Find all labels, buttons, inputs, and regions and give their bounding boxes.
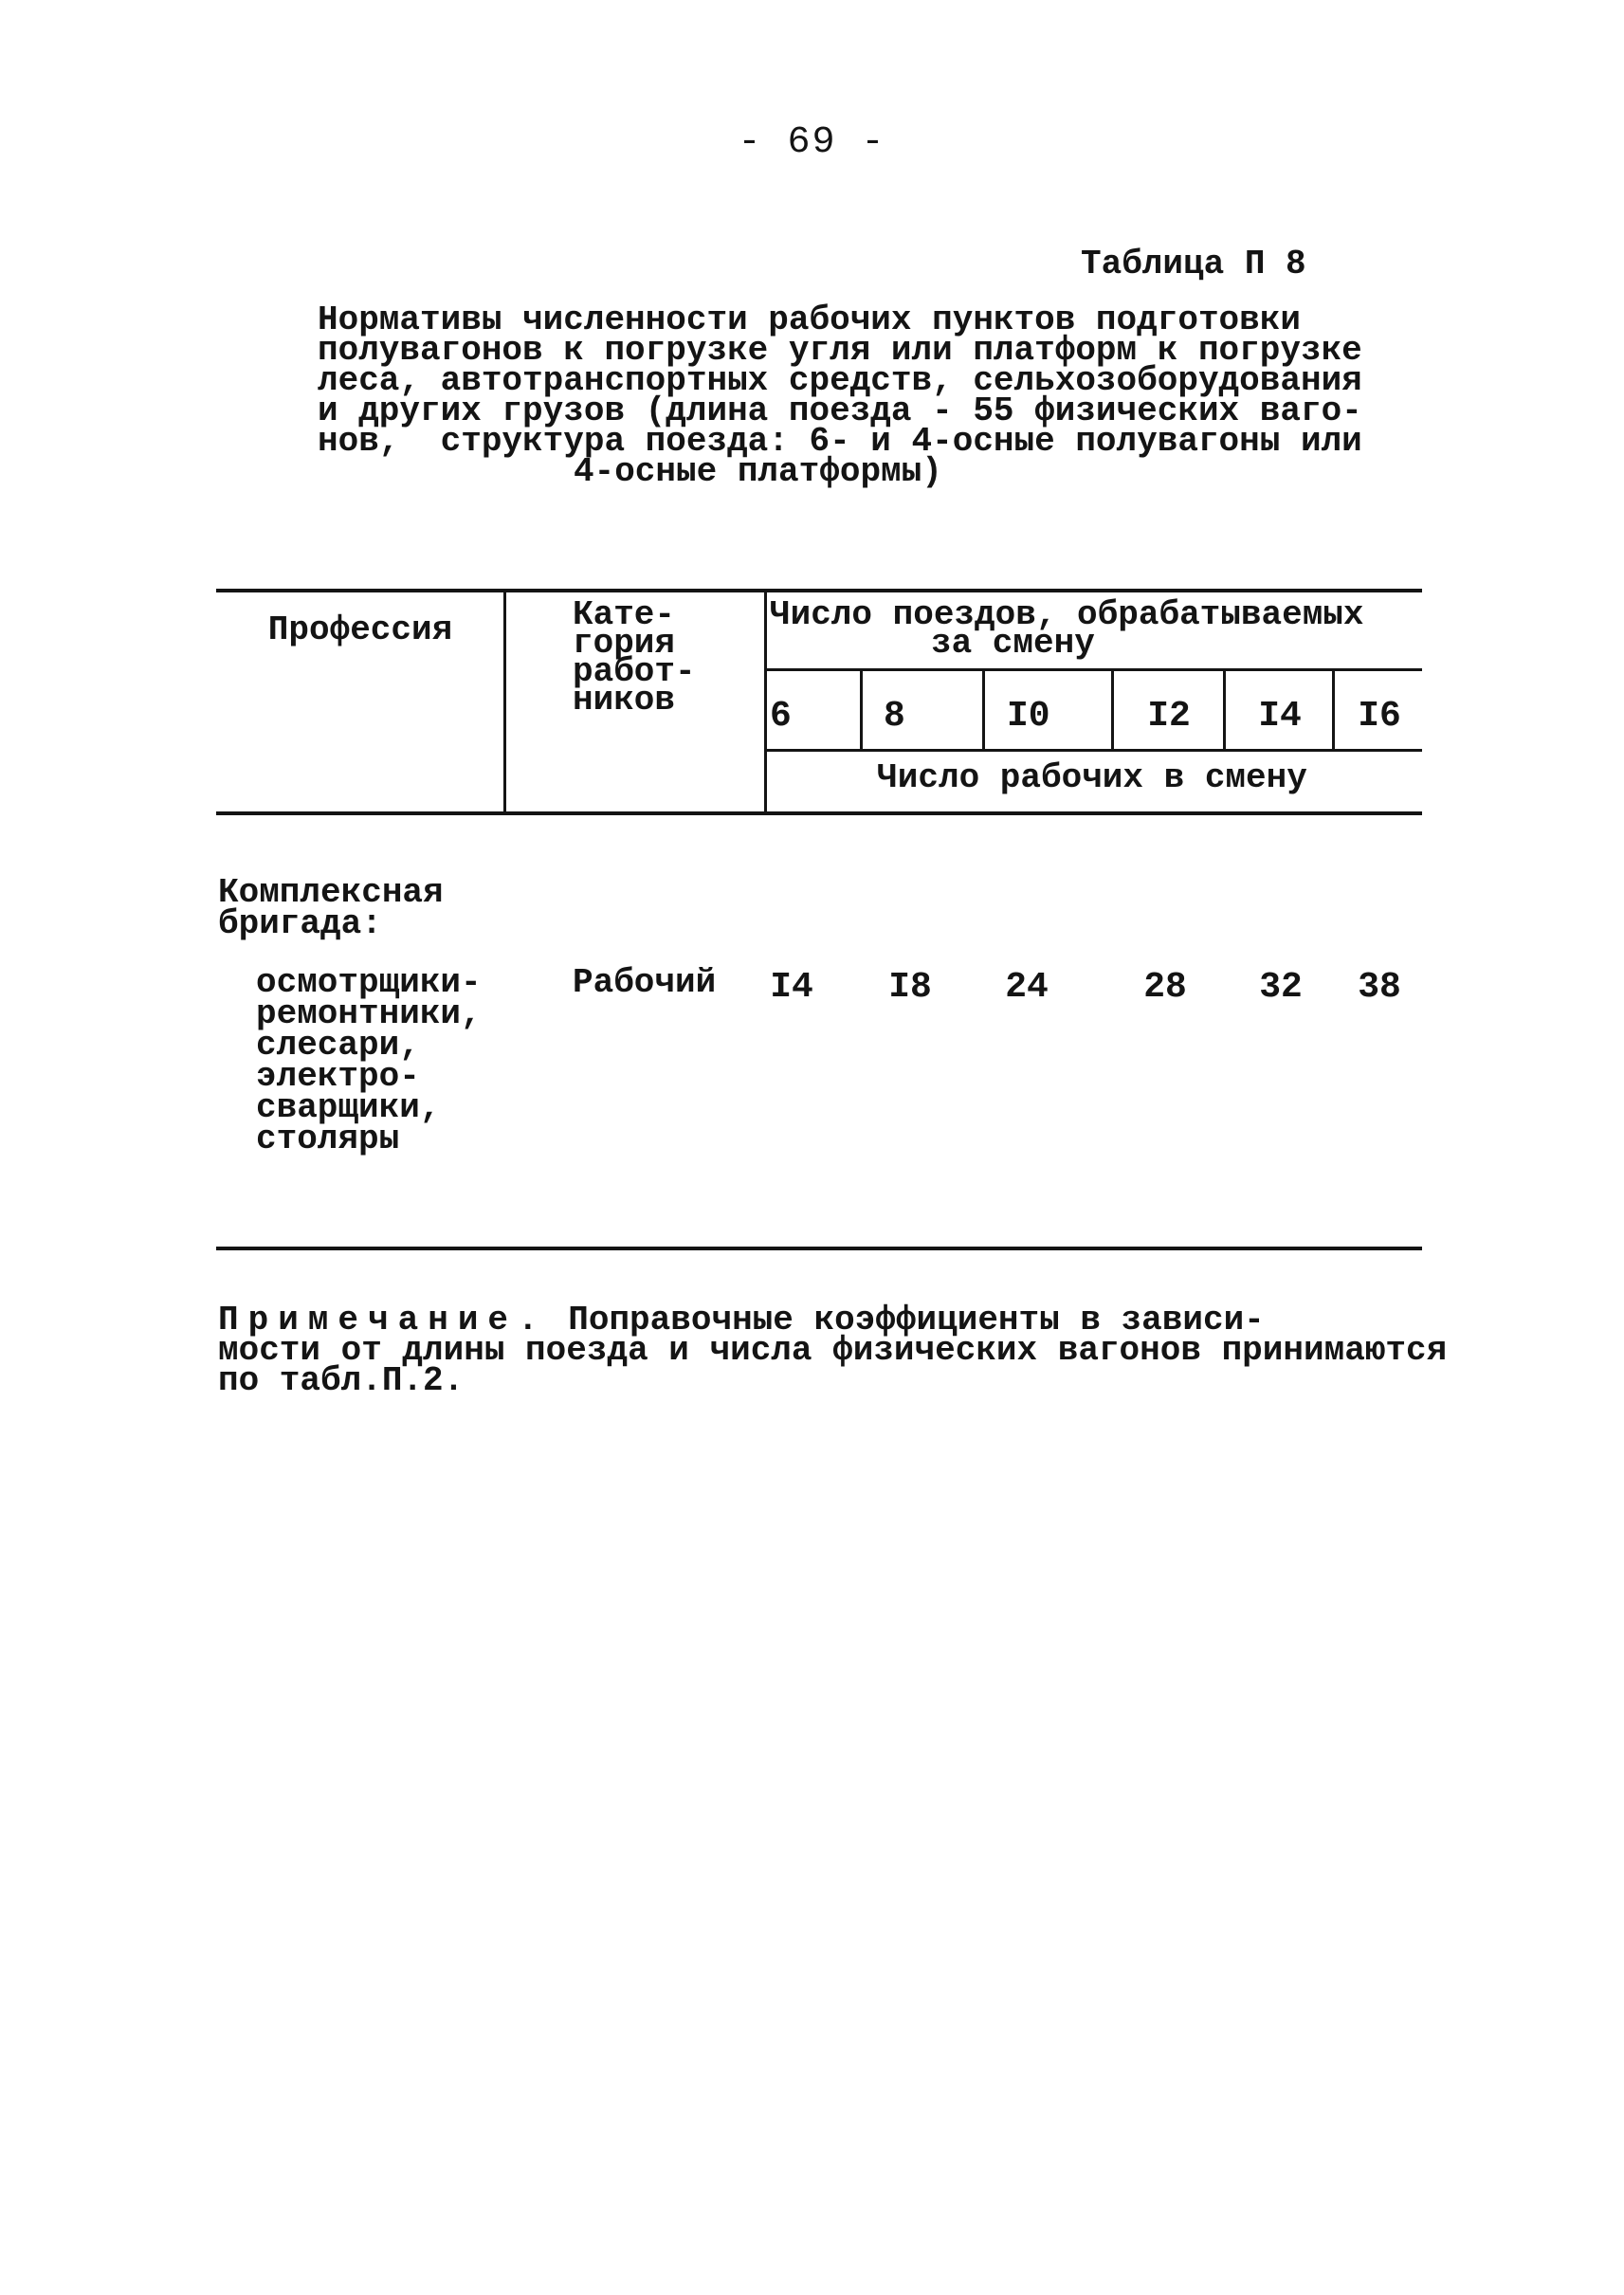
row-value-6: I4 — [770, 967, 813, 1008]
row-value-14: 32 — [1259, 967, 1303, 1008]
column-divider — [1111, 669, 1114, 751]
header-trains-line: за смену — [931, 624, 1095, 663]
row-value-10: 24 — [1005, 967, 1049, 1008]
header-subrule-2 — [766, 749, 1422, 752]
row-value-16: 38 — [1358, 967, 1401, 1008]
table-note — [218, 1301, 1448, 1400]
header-category-line: гория — [573, 624, 676, 663]
header-bottom-rule — [216, 811, 1422, 815]
note-heading: Примечание. — [218, 1301, 548, 1339]
table-caption — [318, 301, 1362, 491]
caption-line: леса, автотранспортных средств, сельхозоборудования — [318, 361, 1362, 400]
caption-line: полувагонов к погрузке угля или платформ к погрузке — [318, 331, 1362, 370]
group-label — [218, 873, 444, 943]
caption-line: Нормативы численности рабочих пунктов подготовки — [318, 301, 1301, 339]
page-number: - 69 - — [738, 121, 886, 164]
row-category: Рабочий — [573, 963, 717, 1002]
header-category-line: ников — [573, 681, 676, 719]
header-category — [573, 595, 762, 719]
column-divider — [1332, 669, 1335, 751]
caption-line: 4-осные платформы) — [574, 452, 942, 491]
note-line: по табл.П.2. — [218, 1361, 465, 1400]
column-divider — [1223, 669, 1226, 751]
header-workers-per-shift: Число рабочих в смену — [877, 758, 1307, 797]
caption-line: нов, структура поезда: 6- и 4-осные полувагоны или — [318, 422, 1362, 461]
caption-line: и других грузов (длина поезда - 55 физических ваго- — [318, 392, 1362, 430]
note-text: Поправочные коэффициенты в зависи- — [568, 1301, 1265, 1339]
column-divider — [860, 669, 863, 751]
column-divider — [503, 589, 506, 814]
profession-line: столяры — [256, 1120, 400, 1158]
table-top-rule — [216, 589, 1422, 592]
table-label: Таблица П 8 — [1081, 245, 1306, 283]
note-line: мости от длины поезда и числа физических вагонов принимаются — [218, 1331, 1448, 1370]
group-label-line: Комплексная — [218, 873, 444, 912]
row-professions — [256, 963, 482, 1158]
row-value-12: 28 — [1143, 967, 1187, 1008]
header-category-line: работ- — [573, 652, 696, 691]
profession-line: осмотрщики- — [256, 963, 482, 1002]
profession-line: электро- — [256, 1057, 420, 1096]
train-count-14: I4 — [1258, 696, 1302, 737]
train-count-6: 6 — [770, 696, 792, 737]
train-count-10: I0 — [1007, 696, 1050, 737]
train-count-8: 8 — [884, 696, 905, 737]
train-count-12: I2 — [1147, 696, 1191, 737]
train-count-16: I6 — [1358, 696, 1401, 737]
header-subrule — [766, 668, 1422, 671]
profession-line: сварщики, — [256, 1088, 441, 1127]
column-divider — [764, 589, 767, 814]
header-trains-line: Число поездов, обрабатываемых — [770, 595, 1364, 634]
column-divider — [982, 669, 985, 751]
header-category-line: Кате- — [573, 595, 676, 634]
group-label-line: бригада: — [218, 904, 382, 943]
header-profession: Профессия — [267, 610, 453, 649]
profession-line: слесари, — [256, 1026, 420, 1065]
header-trains-per-shift — [770, 595, 1414, 663]
row-value-8: I8 — [888, 967, 932, 1008]
profession-line: ремонтники, — [256, 994, 482, 1033]
table-bottom-rule — [216, 1247, 1422, 1250]
